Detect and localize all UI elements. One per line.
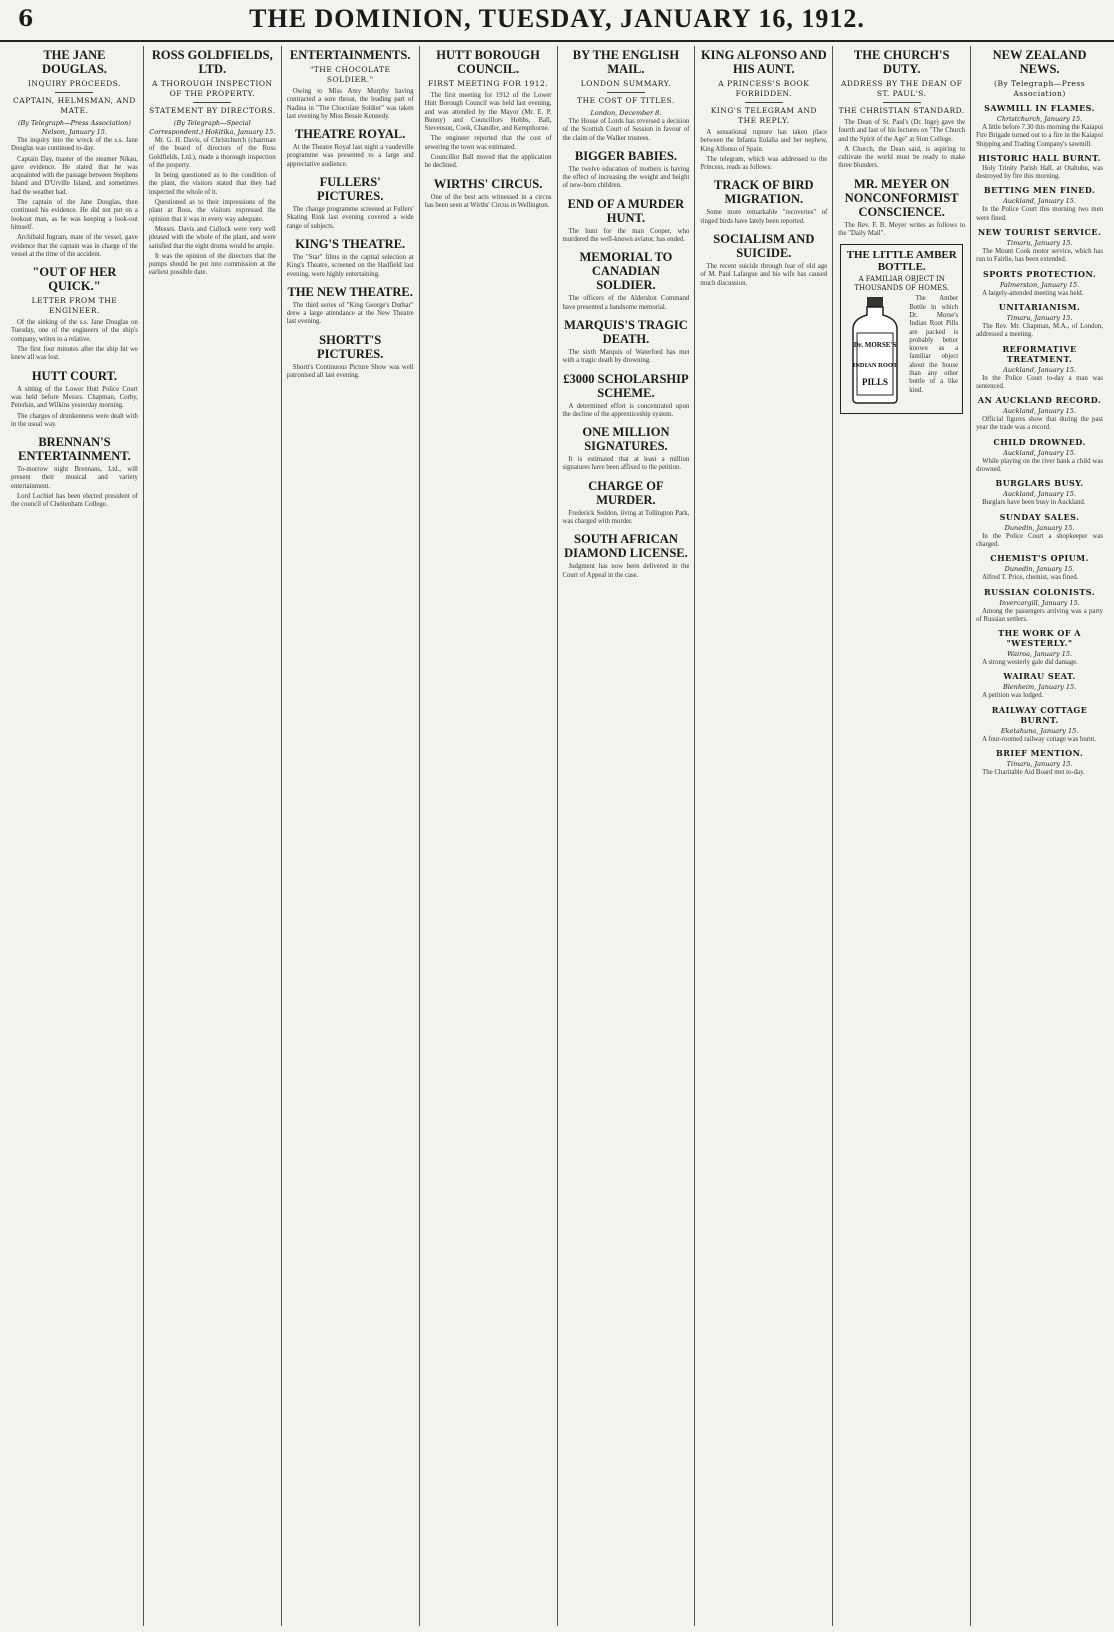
article-paragraph: The twelve education of mothers is having the effect of increasing the weight and height of new-born children.	[562, 165, 690, 190]
article-paragraph: The officers of the Aldershot Command have presented a handsome memorial.	[562, 295, 690, 311]
news-item-text: Among the passengers arriving was a party of Russian settlers.	[976, 607, 1103, 623]
article-paragraph: Owing to Miss Amy Murphy having contracted a sore throat, the leading part of Nadina in "The Chocolate Soldier" was taken last evening by Miss Bessie Kennedy.	[286, 88, 414, 120]
article-paragraph: Lord Lochiel has been elected president of the council of Cheltenham College.	[11, 493, 138, 509]
news-item-text: In the Police Court a shopkeeper was charged.	[976, 532, 1103, 548]
rule-divider	[55, 92, 93, 93]
news-item-title: THE WORK OF A "WESTERLY."	[998, 628, 1081, 649]
article-paragraph: It was the opinion of the directors that the pumps should be put into commission at the earliest possible date.	[148, 252, 276, 277]
bottle-illustration	[845, 295, 905, 409]
news-item-text: Burglars have been busy in Auckland.	[982, 499, 1086, 507]
news-item-dateline: Auckland, January 15.	[1003, 197, 1076, 206]
news-item-dateline: Dunedin, January 15.	[1004, 565, 1075, 574]
article-headline: KING ALFONSO AND HIS AUNT.	[700, 48, 827, 76]
article-subhead: KING'S TELEGRAM AND THE REPLY.	[710, 106, 817, 125]
news-item-dateline: Invercargill, January 15.	[999, 598, 1080, 607]
article-headline: SHORTT'S PICTURES.	[317, 332, 384, 361]
article	[563, 48, 690, 143]
ad-body	[845, 295, 958, 409]
article-paragraph: Questioned as to their impressions of the plant at Ross, the visitors expressed the opinion that it was in every way adequate.	[148, 199, 276, 223]
article-paragraph: A determined effort is concentrated upon the decline of the apprenticeship system.	[562, 402, 690, 418]
column-2	[144, 46, 282, 1626]
news-item-text: A largely-attended meeting was held.	[982, 289, 1084, 297]
article	[287, 127, 414, 169]
column-4	[420, 46, 558, 1626]
article	[11, 48, 138, 259]
article-paragraph: Messrs. Davis and Cullock were very well pleased with the whole of the plant, and were satisfied that the eight drums would be ample.	[148, 225, 276, 250]
news-item-dateline: Timaru, January 15.	[1006, 313, 1073, 322]
article-paragraph: Captain Day, master of the steamer Nikau, gave evidence. He stated that he was acquainted with the passage between Stephens Island and D'Urville Island, and sometimes had the weather bad.	[11, 155, 138, 196]
column-6	[695, 46, 833, 1626]
article-headline: WIRTHS' CIRCUS.	[433, 176, 543, 191]
article-headline: CHARGE OF MURDER.	[588, 478, 664, 507]
article-headline: BIGGER BABIES.	[574, 148, 677, 163]
article-headline: TRACK OF BIRD MIGRATION.	[714, 178, 814, 207]
article-paragraph: The first meeting for 1912 of the Lower Hutt Borough Council was held last evening, and was attended by the Mayor (Mr. E. P. Bunny) and Councillors Hobbs, Ball, Stevenson, Cook, Chandler, and Kempthorne.	[424, 92, 552, 133]
article	[287, 333, 414, 381]
article	[563, 425, 690, 473]
article-paragraph: In being questioned as to the condition of the plant, the visitors stated that they had inspected the whole of it.	[148, 172, 276, 196]
article-headline: £3000 SCHOLARSHIP SCHEME.	[563, 371, 689, 400]
article-headline: MEMORIAL TO CANADIAN SOLDIER.	[579, 250, 673, 293]
article-paragraph: The recent suicide through fear of old age of M. Paul Lafargue and his wife has caused much discussion.	[700, 263, 828, 287]
article-subhead: CAPTAIN, HELMSMAN, AND MATE.	[13, 96, 136, 115]
article	[287, 48, 414, 121]
article	[700, 48, 827, 172]
article-paragraph: To-morrow night Brennans, Ltd., will present their musical and variety entertainment.	[11, 466, 138, 490]
news-item-title: AN AUCKLAND RECORD.	[977, 395, 1102, 406]
article-paragraph: The engineer reported that the cost of sewering the town was estimated.	[424, 135, 552, 151]
article	[563, 250, 690, 312]
article-headline: ENTERTAINMENTS.	[289, 48, 411, 62]
article	[700, 178, 827, 226]
article-headline: MR. MEYER ON NONCONFORMIST CONSCIENCE.	[844, 176, 959, 219]
article-headline: ONE MILLION SIGNATURES.	[582, 425, 670, 454]
article-subhead: FIRST MEETING FOR 1912.	[427, 79, 549, 88]
news-item-title: SAWMILL IN FLAMES.	[984, 103, 1095, 113]
article-paragraph: The telegram, which was addressed to the Princess, reads as follows.	[700, 155, 828, 172]
news-item-dateline: Auckland, January 15.	[1003, 490, 1076, 499]
news-item-title: SPORTS PROTECTION.	[983, 268, 1097, 279]
article-headline: NEW ZEALAND NEWS.	[992, 48, 1087, 76]
article-paragraph: The "Star" films in the capital selection at King's Theatre, screened on the Hadfield last evening, were highly entertaining.	[286, 253, 414, 278]
news-item-text: The Mount Cook motor service, which has run to Fairlie, has been extended.	[976, 248, 1103, 264]
news-item-title: BURGLARS BUSY.	[995, 478, 1084, 489]
article	[563, 372, 690, 420]
article	[425, 48, 552, 171]
news-item-title: RUSSIAN COLONISTS.	[984, 586, 1096, 597]
news-item-dateline: Auckland, January 15.	[1003, 448, 1076, 457]
article	[563, 318, 690, 366]
article-paragraph: Archibald Ingram, mate of the vessel, gave evidence that the captain was in charge of the vessel at the time of the accident.	[11, 234, 138, 258]
rule-divider	[745, 102, 783, 103]
news-item-text: In the Police Court this morning two men were fined.	[976, 206, 1103, 222]
news-item-text: Alfred T. Price, chemist, was fined.	[982, 574, 1079, 582]
article-headline: KING'S THEATRE.	[295, 236, 406, 251]
article-subhead: (By Telegraph—Press Association)	[994, 79, 1086, 98]
column-8	[971, 46, 1108, 1626]
label-brand: Dr. MORSE'S	[853, 341, 897, 350]
article-subhead: A PRINCESS'S BOOK FORBIDDEN.	[718, 79, 810, 98]
article-subhead: THE CHRISTIAN STANDARD.	[838, 106, 965, 115]
column-3	[282, 46, 420, 1626]
article	[11, 369, 138, 429]
bottle-cap	[867, 297, 883, 307]
article-paragraph: The captain of the Jane Douglas, then continued his evidence. He did not put on a lookout man, as he was keeping a look-out himself.	[11, 199, 138, 231]
news-item-text: The Charitable Aid Board met to-day.	[982, 769, 1085, 777]
news-item-dateline: Wairoa, January 15.	[1007, 650, 1073, 659]
article-headline: THEATRE ROYAL.	[294, 127, 406, 142]
news-item-dateline: Christchurch, January 15.	[996, 115, 1083, 123]
article-headline: FULLERS' PICTURES.	[317, 175, 384, 204]
article-subhead: INQUIRY PROCEEDS.	[27, 79, 121, 88]
advertisement	[840, 244, 963, 414]
article-paragraph: The charges of drunkenness were dealt with in the usual way.	[11, 412, 138, 428]
article	[11, 265, 138, 362]
article-paragraph: A sensational rupture has taken place between the Infanta Eulalia and her nephew, King Alfonso of Spain.	[700, 129, 828, 153]
label-product: INDIAN ROOT	[852, 362, 898, 370]
rule-divider	[607, 92, 645, 93]
column-7	[833, 46, 971, 1626]
article-headline: BRENNAN'S ENTERTAINMENT.	[18, 435, 131, 464]
news-item-text: In the Police Court to-day a man was sentenced.	[976, 374, 1103, 390]
article	[425, 177, 552, 211]
news-item-title: SUNDAY SALES.	[999, 511, 1080, 522]
column-5	[558, 46, 696, 1626]
article-headline: THE NEW THEATRE.	[287, 284, 413, 299]
news-item-dateline: Eketahuna, January 15.	[1000, 726, 1079, 735]
column-1	[6, 46, 144, 1626]
news-item-title: UNITARIANISM.	[998, 301, 1081, 312]
article-subhead: LONDON SUMMARY.	[580, 79, 672, 88]
article-paragraph: A sitting of the Lower Hutt Police Court was held before Messrs. Chapman, Corby, Peterkin, and Wilkins yesterday morning.	[11, 385, 138, 410]
masthead	[0, 0, 1114, 42]
article-paragraph: Some more remarkable "recoveries" of ringed birds have lately been reported.	[700, 209, 828, 225]
article-subhead: A THOROUGH INSPECTION OF THE PROPERTY.	[152, 79, 273, 98]
news-item-text: A four-roomed railway cottage was burnt.	[982, 735, 1096, 743]
news-item-title: CHILD DROWNED.	[993, 436, 1086, 447]
article-subhead: ADDRESS BY THE DEAN OF ST. PAUL'S.	[840, 79, 963, 98]
article	[838, 177, 965, 239]
news-item-text: A petition was lodged.	[982, 692, 1044, 700]
news-item-title: WAIRAU SEAT.	[1003, 671, 1076, 682]
article-headline: MARQUIS'S TRAGIC DEATH.	[564, 317, 688, 346]
article	[976, 48, 1103, 777]
article-paragraph: Mr. G. H. Davis, of Christchurch (chairman of the board of directors of the Ross Goldfields, Ltd.), made a thorough inspection of the property.	[148, 137, 276, 169]
article-paragraph: Of the sinking of the s.s. Jane Douglas on Tuesday, one of the engineers of the ship's company, writes to a relative.	[11, 319, 138, 343]
article-paragraph: The third series of "King George's Durbar" drew a large attendance at the New Theatre last evening.	[286, 301, 414, 326]
article	[11, 435, 138, 509]
news-item-text: A little before 7.30 this morning the Kaiapoi Fire Brigade turned out to a fire in the Kaiapoi Shipping and Trading Company's sawmill.	[976, 124, 1103, 148]
article-subhead: STATEMENT BY DIRECTORS.	[149, 106, 276, 115]
news-item-dateline: Auckland, January 15.	[1003, 365, 1076, 374]
article-paragraph: The Dean of St. Paul's (Dr. Inge) gave the fourth and last of his lectures on "The Church and the Spirit of the Age" at Sion College.	[838, 119, 966, 143]
news-item-dateline: Auckland, January 15.	[1003, 407, 1076, 416]
news-item-title: BETTING MEN FINED.	[983, 185, 1096, 196]
article-paragraph: The Rev. F. B. Meyer writes as follows to the "Daily Mail".	[838, 221, 966, 238]
article-paragraph: It is estimated that at least a million signatures have been affixed to the petition.	[562, 456, 690, 472]
article-headline: BY THE ENGLISH MAIL.	[572, 48, 680, 76]
rule-divider	[883, 102, 921, 103]
ad-text	[909, 295, 958, 397]
article-paragraph: A Church, the Dean said, is aspiring to cultivate the world must be ready to make three blunders.	[838, 145, 966, 170]
article-paragraph: Frederick Seddon, living at Tollington Park, was charged with murder.	[562, 509, 690, 526]
article	[563, 532, 690, 580]
article-paragraph: Councillor Ball moved that the application be declined.	[424, 154, 552, 170]
article-headline: ROSS GOLDFIELDS, LTD.	[151, 48, 273, 76]
columns	[6, 46, 1108, 1626]
article-subhead: THE COST OF TITLES.	[577, 96, 675, 105]
article-paragraph: Shortt's Continuous Picture Show was well patronised all last evening.	[286, 363, 414, 380]
article-dateline: London, December 8.	[590, 109, 662, 117]
article-headline: THE JANE DOUGLAS.	[41, 48, 107, 76]
article	[563, 479, 690, 527]
article-paragraph: At the Theatre Royal last night a vaudeville programme was presented to a large and appreciative audience.	[286, 144, 414, 168]
news-item-text: While playing on the river bank a child was drowned.	[976, 457, 1103, 474]
article	[149, 48, 276, 278]
page-number: 6	[18, 6, 34, 32]
article	[838, 48, 965, 171]
news-item-title: HISTORIC HALL BURNT.	[978, 152, 1101, 163]
news-item-dateline: Dunedin, January 15.	[1004, 523, 1075, 532]
article-paragraph: The change programme screened at Fullers' Skating Rink last evening covered a wide range of subjects.	[286, 206, 414, 230]
article-headline: "OUT OF HER QUICK."	[32, 265, 117, 294]
article	[287, 285, 414, 327]
article-headline: HUTT BOROUGH COUNCIL.	[436, 48, 540, 76]
news-item-text: The Rev. Mr. Chapman, M.A., of London, addressed a meeting.	[976, 322, 1103, 339]
news-item-dateline: Palmerston, January 15.	[999, 280, 1080, 289]
article-headline: THE CHURCH'S DUTY.	[853, 48, 950, 76]
article-paragraph: The sixth Marquis of Waterford has met with a tragic death by drowning.	[562, 348, 690, 365]
ad-subtitle: A FAMILIAR OBJECT IN THOUSANDS OF HOMES.	[854, 275, 950, 293]
news-item-title: NEW TOURIST SERVICE.	[977, 227, 1102, 238]
ad-title: THE LITTLE AMBER BOTTLE.	[846, 249, 957, 274]
news-item-title: BRIEF MENTION.	[995, 748, 1084, 759]
news-item-dateline: Blenheim, January 15.	[1002, 683, 1077, 692]
article-dateline: (By Telegraph—Press Association) Nelson, January 15.	[17, 119, 131, 136]
news-item-text: A strong westerly gale did damage.	[982, 659, 1079, 667]
news-item-dateline: Timaru, January 15.	[1006, 760, 1073, 769]
news-item-text: Official figures show that during the past year the trade was a record.	[976, 416, 1103, 432]
article-paragraph: One of the best acts witnessed in a circus has been seen at Wirths' Circus in Wellington.	[424, 193, 552, 209]
article-headline: END OF A MURDER HUNT.	[567, 196, 685, 225]
article	[563, 197, 690, 245]
article-subhead: "THE CHOCOLATE SOLDIER."	[309, 65, 391, 84]
rule-divider	[193, 102, 231, 103]
article-paragraph: The House of Lords has reversed a decision of the Scottish Court of Session in favour of the claim of the Walker trustees.	[562, 118, 690, 142]
news-item-title: CHEMIST'S OPIUM.	[990, 553, 1089, 564]
label-pills: PILLS	[862, 377, 889, 388]
article-dateline: (By Telegraph—Special Correspondent.) Hokitika, January 15.	[149, 119, 276, 136]
pill-bottle-icon	[845, 295, 905, 405]
news-item-dateline: Timaru, January 15.	[1006, 239, 1073, 248]
article-paragraph: The first four minutes after the ship hit we knew all was lost.	[11, 346, 138, 362]
news-item-title: REFORMATIVE TREATMENT.	[1002, 343, 1077, 364]
article	[287, 237, 414, 279]
ad-paragraph: The Amber Bottle in which Dr. Morse's Indian Root Pills are packed is probably better known as a familiar object about the house than any other bottle of a like kind.	[909, 295, 959, 394]
article-headline: SOCIALISM AND SUICIDE.	[713, 232, 815, 261]
article-paragraph: The inquiry into the wreck of the s.s. Jane Douglas was continued to-day.	[11, 137, 138, 153]
article-subhead: LETTER FROM THE ENGINEER.	[31, 296, 118, 316]
article-headline: SOUTH AFRICAN DIAMOND LICENSE.	[564, 532, 688, 561]
article	[563, 149, 690, 191]
article-paragraph: The hunt for the man Cooper, who murdered the well-known aviator, has ended.	[562, 227, 690, 244]
article-headline: HUTT COURT.	[31, 368, 118, 383]
newspaper-title: THE DOMINION, TUESDAY, JANUARY 16, 1912.	[249, 4, 865, 33]
news-item-text: Holy Trinity Parish Hall, at Otahuhu, was destroyed by fire this morning.	[976, 164, 1103, 181]
article	[287, 175, 414, 231]
news-item-title: RAILWAY COTTAGE BURNT.	[991, 704, 1088, 725]
article-paragraph: Judgment has now been delivered in the Court of Appeal in the case.	[562, 563, 690, 579]
article	[700, 232, 827, 288]
